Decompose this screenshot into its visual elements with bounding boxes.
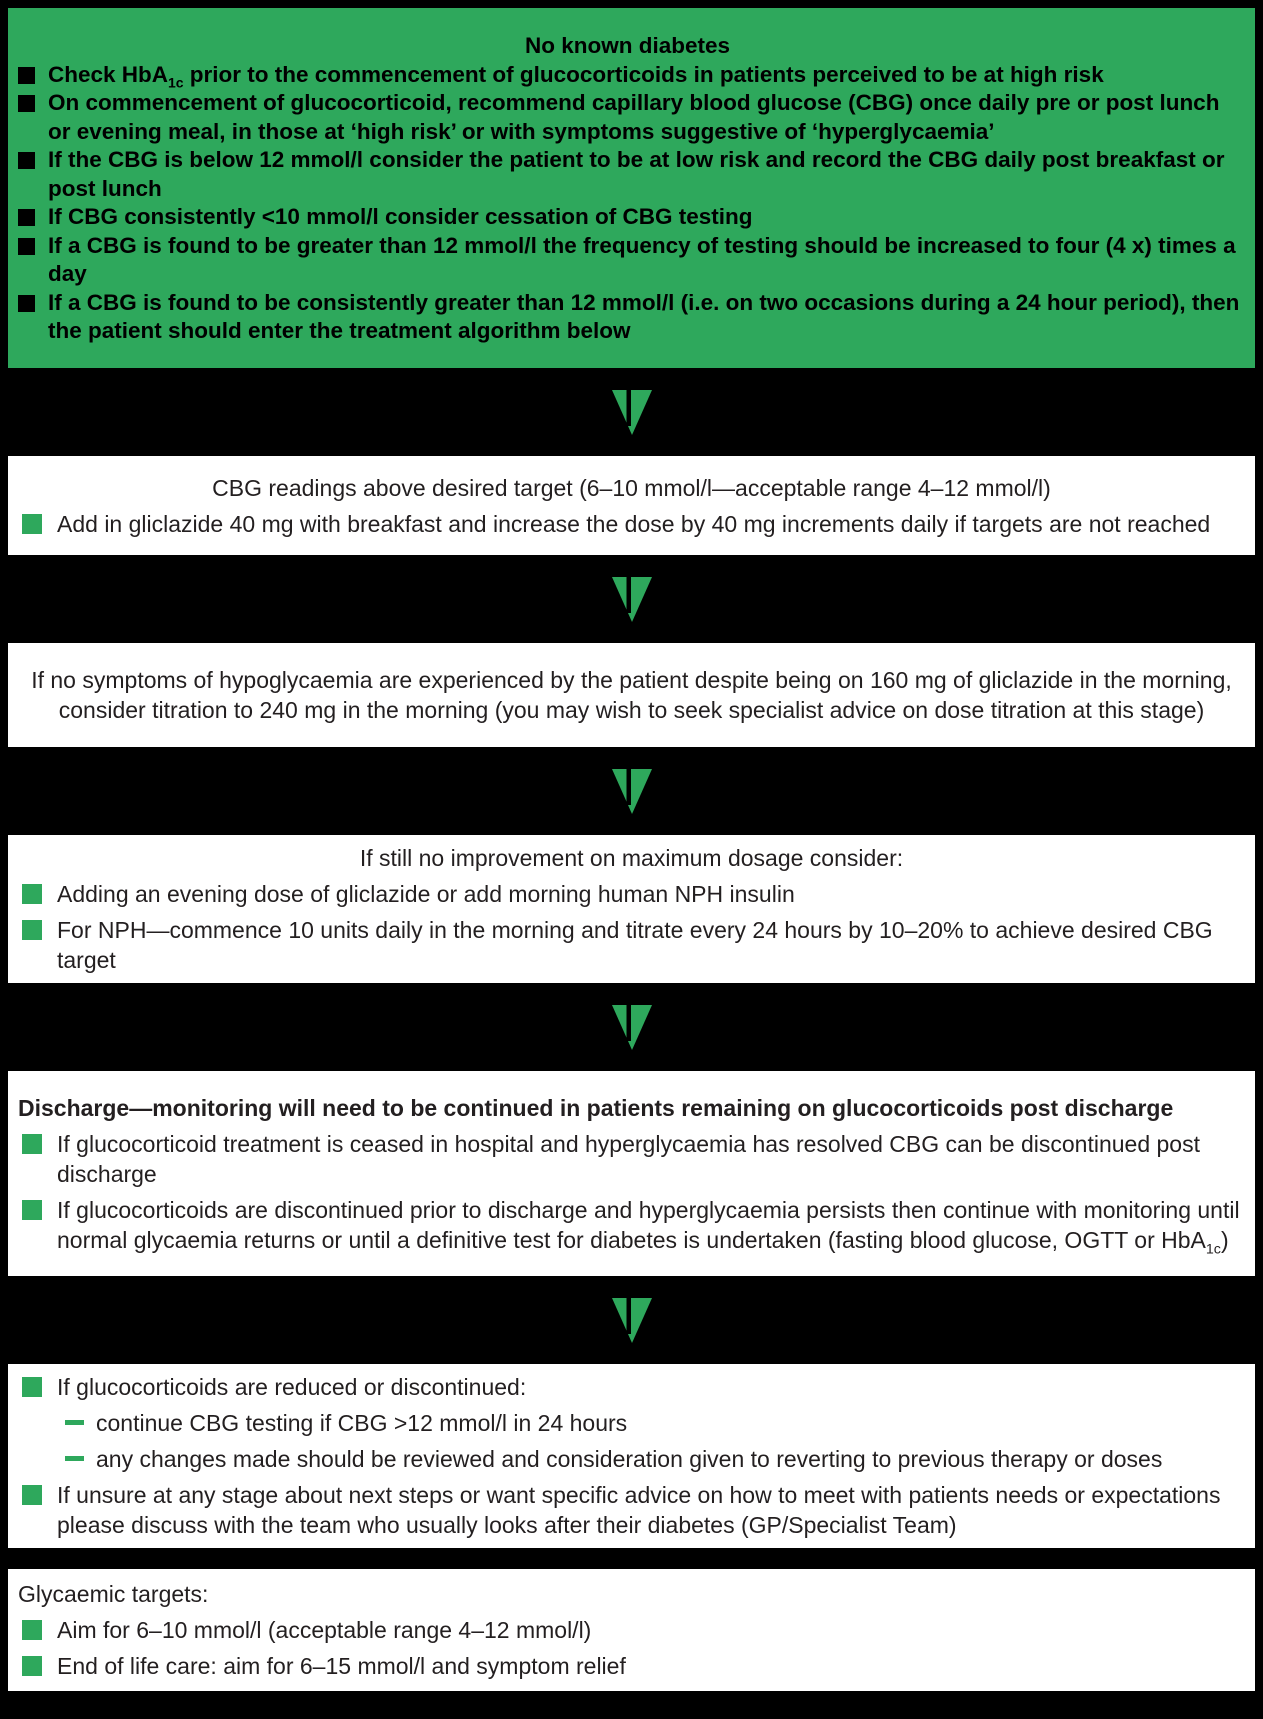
bullet-item bbox=[18, 1372, 1245, 1402]
bullet-text: If unsure at any stage about next steps or want specific advice on how to meet with patients needs or expectations please discuss with the team who usually looks after their diabetes (GP/Specialist Team) bbox=[57, 1482, 1221, 1538]
subscript-text: 1c bbox=[168, 74, 184, 91]
box-text: If no symptoms of hypoglycaemia are experienced by the patient despite being on 160 mg of gliclazide in the morning, consider titration to 240 mg in the morning (you may wish to seek specialist advice on dose titration at this stage) bbox=[31, 667, 1232, 723]
sub-bullet-text: any changes made should be reviewed and consideration given to reverting to previous therapy or doses bbox=[96, 1446, 1163, 1472]
bullet-text: If a CBG is found to be consistently greater than 12 mmol/l (i.e. on two occasions during a 24 hour period), then the patient should enter the treatment algorithm below bbox=[48, 289, 1240, 344]
square-bullet-icon bbox=[18, 152, 35, 169]
square-bullet-icon bbox=[22, 1620, 42, 1640]
square-bullet-icon bbox=[18, 95, 35, 112]
bullet-text: Add in gliclazide 40 mg with breakfast and increase the dose by 40 mg increments daily if targets are not reached bbox=[57, 510, 1211, 537]
square-bullet-icon bbox=[22, 1485, 42, 1505]
subscript-text: 1c bbox=[1205, 1241, 1221, 1258]
square-bullet-icon bbox=[18, 238, 35, 255]
section-divider bbox=[8, 1548, 1255, 1569]
bullet-item bbox=[18, 915, 1245, 975]
flow-arrow-band bbox=[8, 747, 1255, 835]
box-discharge bbox=[8, 1071, 1255, 1276]
bullet-text: If glucocorticoid treatment is ceased in hospital and hyperglycaemia has resolved CBG can be discontinued post discharge bbox=[57, 1130, 1200, 1187]
flow-arrow-band bbox=[8, 1276, 1255, 1364]
box-heading: CBG readings above desired target (6–10 mmol/l—acceptable range 4–12 mmol/l) bbox=[212, 474, 1051, 501]
bullet-item bbox=[18, 879, 1245, 909]
bullet-item bbox=[12, 203, 1243, 232]
square-bullet-icon bbox=[22, 884, 42, 904]
box-heading: Glycaemic targets: bbox=[18, 1581, 209, 1607]
flow-arrow-band bbox=[8, 368, 1255, 456]
bullet-item bbox=[12, 61, 1243, 90]
text-part: If glucocorticoids are discontinued prior to discharge and hyperglycaemia persists then continue with monitoring until normal glycaemia returns or until a definitive test for diabetes is undertaken (fasting blood glucose, OGTT or HbA bbox=[57, 1196, 1240, 1253]
bullet-item bbox=[12, 232, 1243, 289]
bullet-text: Adding an evening dose of gliclazide or add morning human NPH insulin bbox=[57, 881, 795, 907]
bullet-text bbox=[48, 61, 1243, 90]
bullet-item bbox=[12, 89, 1243, 146]
bullet-text: If CBG consistently <10 mmol/l consider cessation of CBG testing bbox=[48, 204, 753, 230]
down-arrow-icon bbox=[612, 1005, 652, 1050]
no-known-diabetes-box bbox=[8, 8, 1255, 368]
flow-arrow-band bbox=[8, 555, 1255, 643]
bullet-item bbox=[18, 1195, 1245, 1258]
box-glucocorticoid-reduction bbox=[8, 1364, 1255, 1548]
down-arrow-icon bbox=[612, 577, 652, 622]
dash-bullet-icon bbox=[65, 1456, 84, 1461]
square-bullet-icon bbox=[18, 209, 35, 226]
bullet-text: End of life care: aim for 6–15 mmol/l and symptom relief bbox=[57, 1653, 626, 1679]
box-heading: If still no improvement on maximum dosage consider: bbox=[359, 845, 904, 871]
down-arrow-icon bbox=[612, 390, 652, 435]
square-bullet-icon bbox=[22, 920, 42, 940]
bullet-text: If the CBG is below 12 mmol/l consider the patient to be at low risk and record the CBG daily post breakfast or post lunch bbox=[48, 147, 1225, 201]
square-bullet-icon bbox=[22, 1377, 42, 1397]
square-bullet-icon bbox=[22, 1134, 42, 1154]
dash-bullet-icon bbox=[65, 1420, 84, 1425]
box-heading: Discharge—monitoring will need to be continued in patients remaining on glucocorticoids post discharge bbox=[18, 1094, 1174, 1121]
box-gliclazide-titration bbox=[8, 643, 1255, 747]
square-bullet-icon bbox=[18, 67, 35, 84]
bullet-text: On commencement of glucocorticoid, recommend capillary blood glucose (CBG) once daily pre or post lunch or evening meal, in those at ‘high risk’ or with symptoms suggestive of ‘hyperglycaemia’ bbox=[48, 90, 1220, 144]
down-arrow-icon bbox=[612, 1298, 652, 1343]
bullet-text: If a CBG is found to be greater than 12 mmol/l the frequency of testing should be increased to four (4 x) times a day bbox=[48, 232, 1236, 287]
bullet-text: If glucocorticoids are reduced or discontinued: bbox=[57, 1374, 527, 1400]
bullet-text bbox=[57, 1195, 1245, 1258]
square-bullet-icon bbox=[22, 1656, 42, 1676]
bullet-item bbox=[18, 1129, 1245, 1189]
box-glycaemic-targets bbox=[8, 1569, 1255, 1691]
bullet-text: For NPH—commence 10 units daily in the morning and titrate every 24 hours by 10–20% to achieve desired CBG target bbox=[57, 917, 1213, 973]
sub-bullet-item bbox=[18, 1444, 1245, 1474]
square-bullet-icon bbox=[22, 1200, 42, 1220]
text-part: Check HbA bbox=[48, 61, 169, 87]
bullet-item bbox=[12, 146, 1243, 203]
text-part: ) bbox=[1220, 1226, 1229, 1253]
bullet-item bbox=[18, 1480, 1245, 1540]
text-part: prior to the commencement of glucocorticoids in patients perceived to be at high risk bbox=[183, 61, 1104, 87]
box-maximum-dosage bbox=[8, 835, 1255, 983]
down-arrow-icon bbox=[612, 769, 652, 814]
bullet-item bbox=[18, 509, 1245, 539]
bullet-item bbox=[18, 1615, 1245, 1645]
box-cbg-above-target bbox=[8, 456, 1255, 555]
flow-arrow-band bbox=[8, 983, 1255, 1071]
square-bullet-icon bbox=[18, 295, 35, 312]
square-bullet-icon bbox=[22, 514, 42, 534]
bullet-item bbox=[12, 289, 1243, 346]
box-title: No known diabetes bbox=[524, 33, 731, 59]
sub-bullet-item bbox=[18, 1408, 1245, 1438]
sub-bullet-text: continue CBG testing if CBG >12 mmol/l in 24 hours bbox=[96, 1410, 628, 1436]
bullet-text: Aim for 6–10 mmol/l (acceptable range 4–12 mmol/l) bbox=[57, 1617, 592, 1643]
bullet-item bbox=[18, 1651, 1245, 1681]
